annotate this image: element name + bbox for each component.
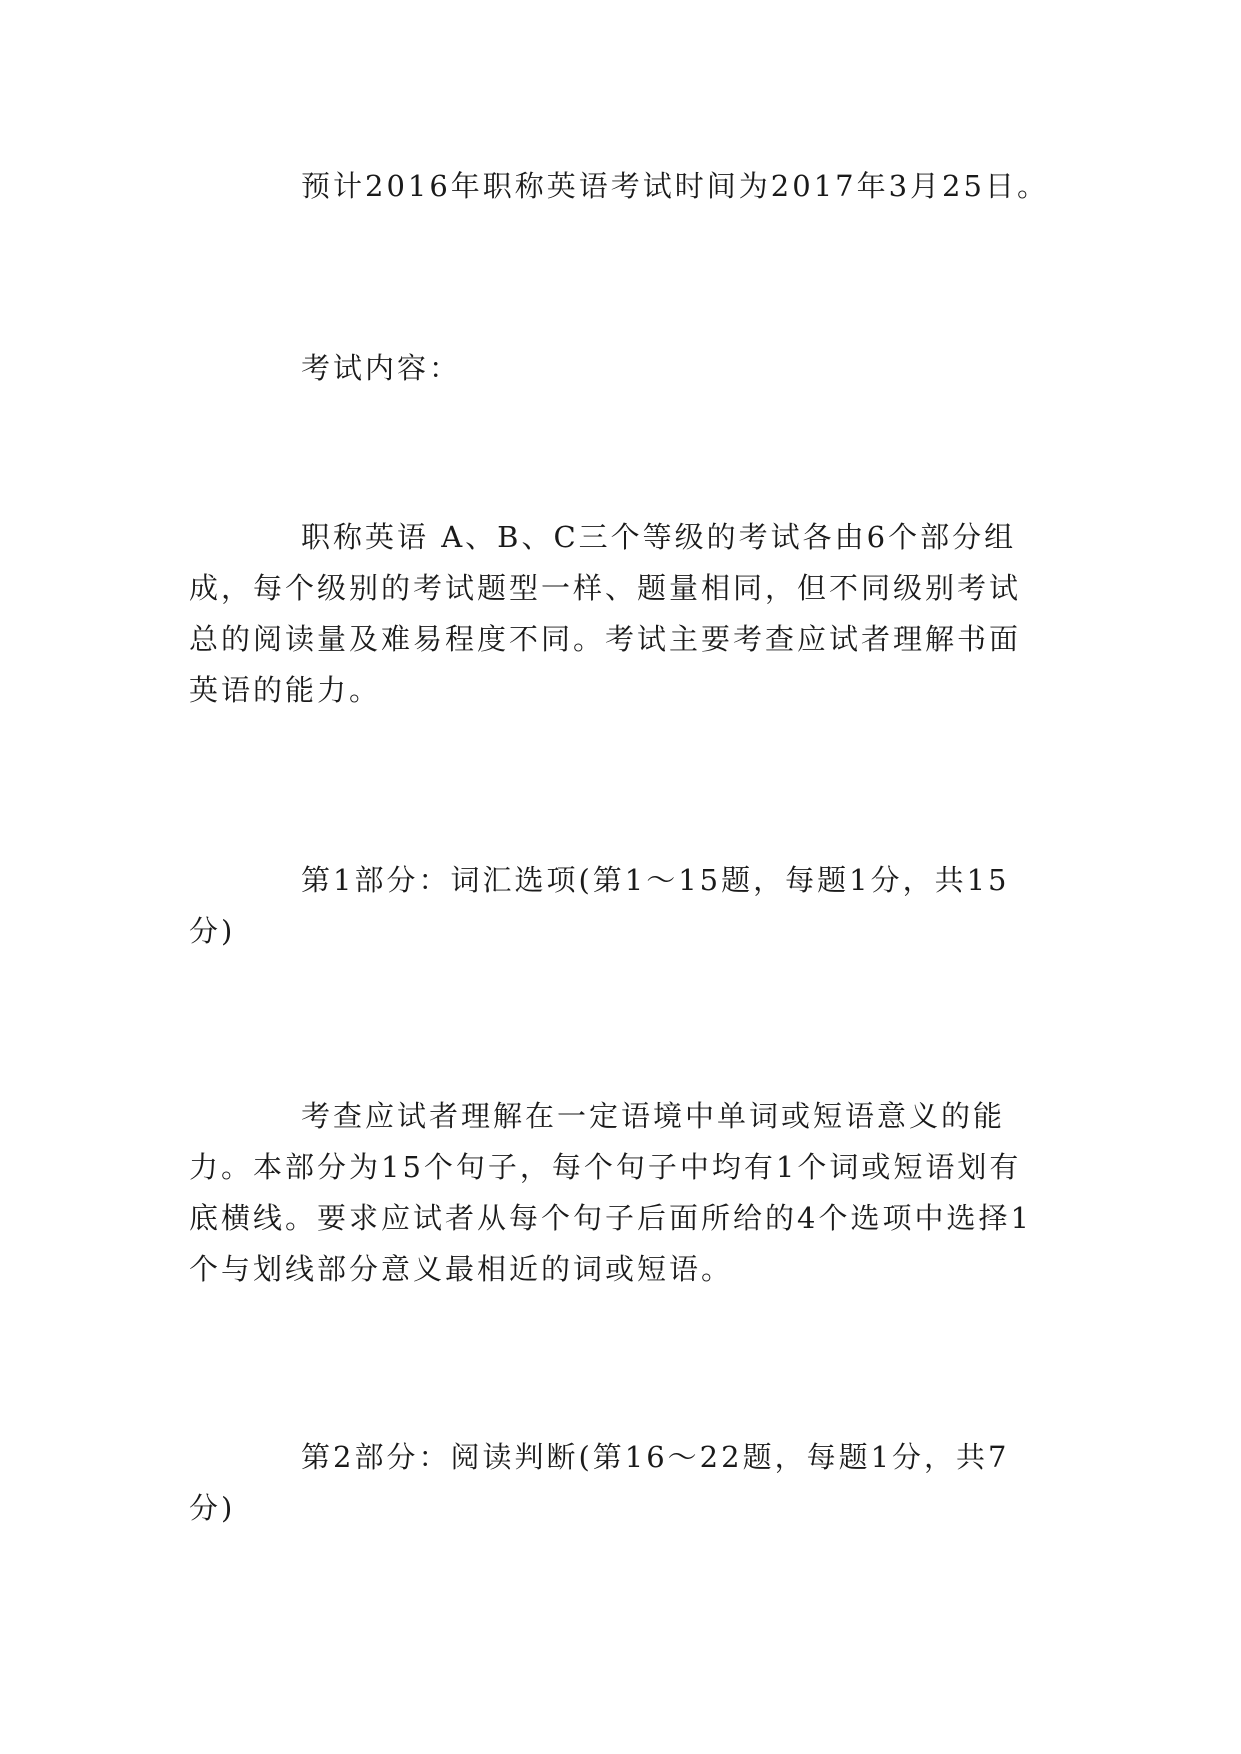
part-2-heading: 第2部分：阅读判断(第16～22题，每题1分，共7分) [189,1440,1010,1525]
exam-overview-paragraph: 职称英语 A、B、C三个等级的考试各由6个部分组成，每个级别的考试题型一样、题量相同，但不同级别考试总的阅读量及难易程度不同。考试主要考查应试者理解书面英语的能力。 [189,520,1022,707]
exam-date-paragraph: 预计2016年职称英语考试时间为2017年3月25日。 [301,169,1049,203]
part-1-heading: 第1部分：词汇选项(第1～15题，每题1分，共15分) [189,863,1010,948]
exam-content-heading: 考试内容： [301,351,462,385]
part-1-description: 考查应试者理解在一定语境中单词或短语意义的能力。本部分为15个句子，每个句子中均有1个词或短语划有底横线。要求应试者从每个句子后面所给的4个选项中选择1个与划线部分意义最相近的词或短语。 [189,1099,1032,1286]
